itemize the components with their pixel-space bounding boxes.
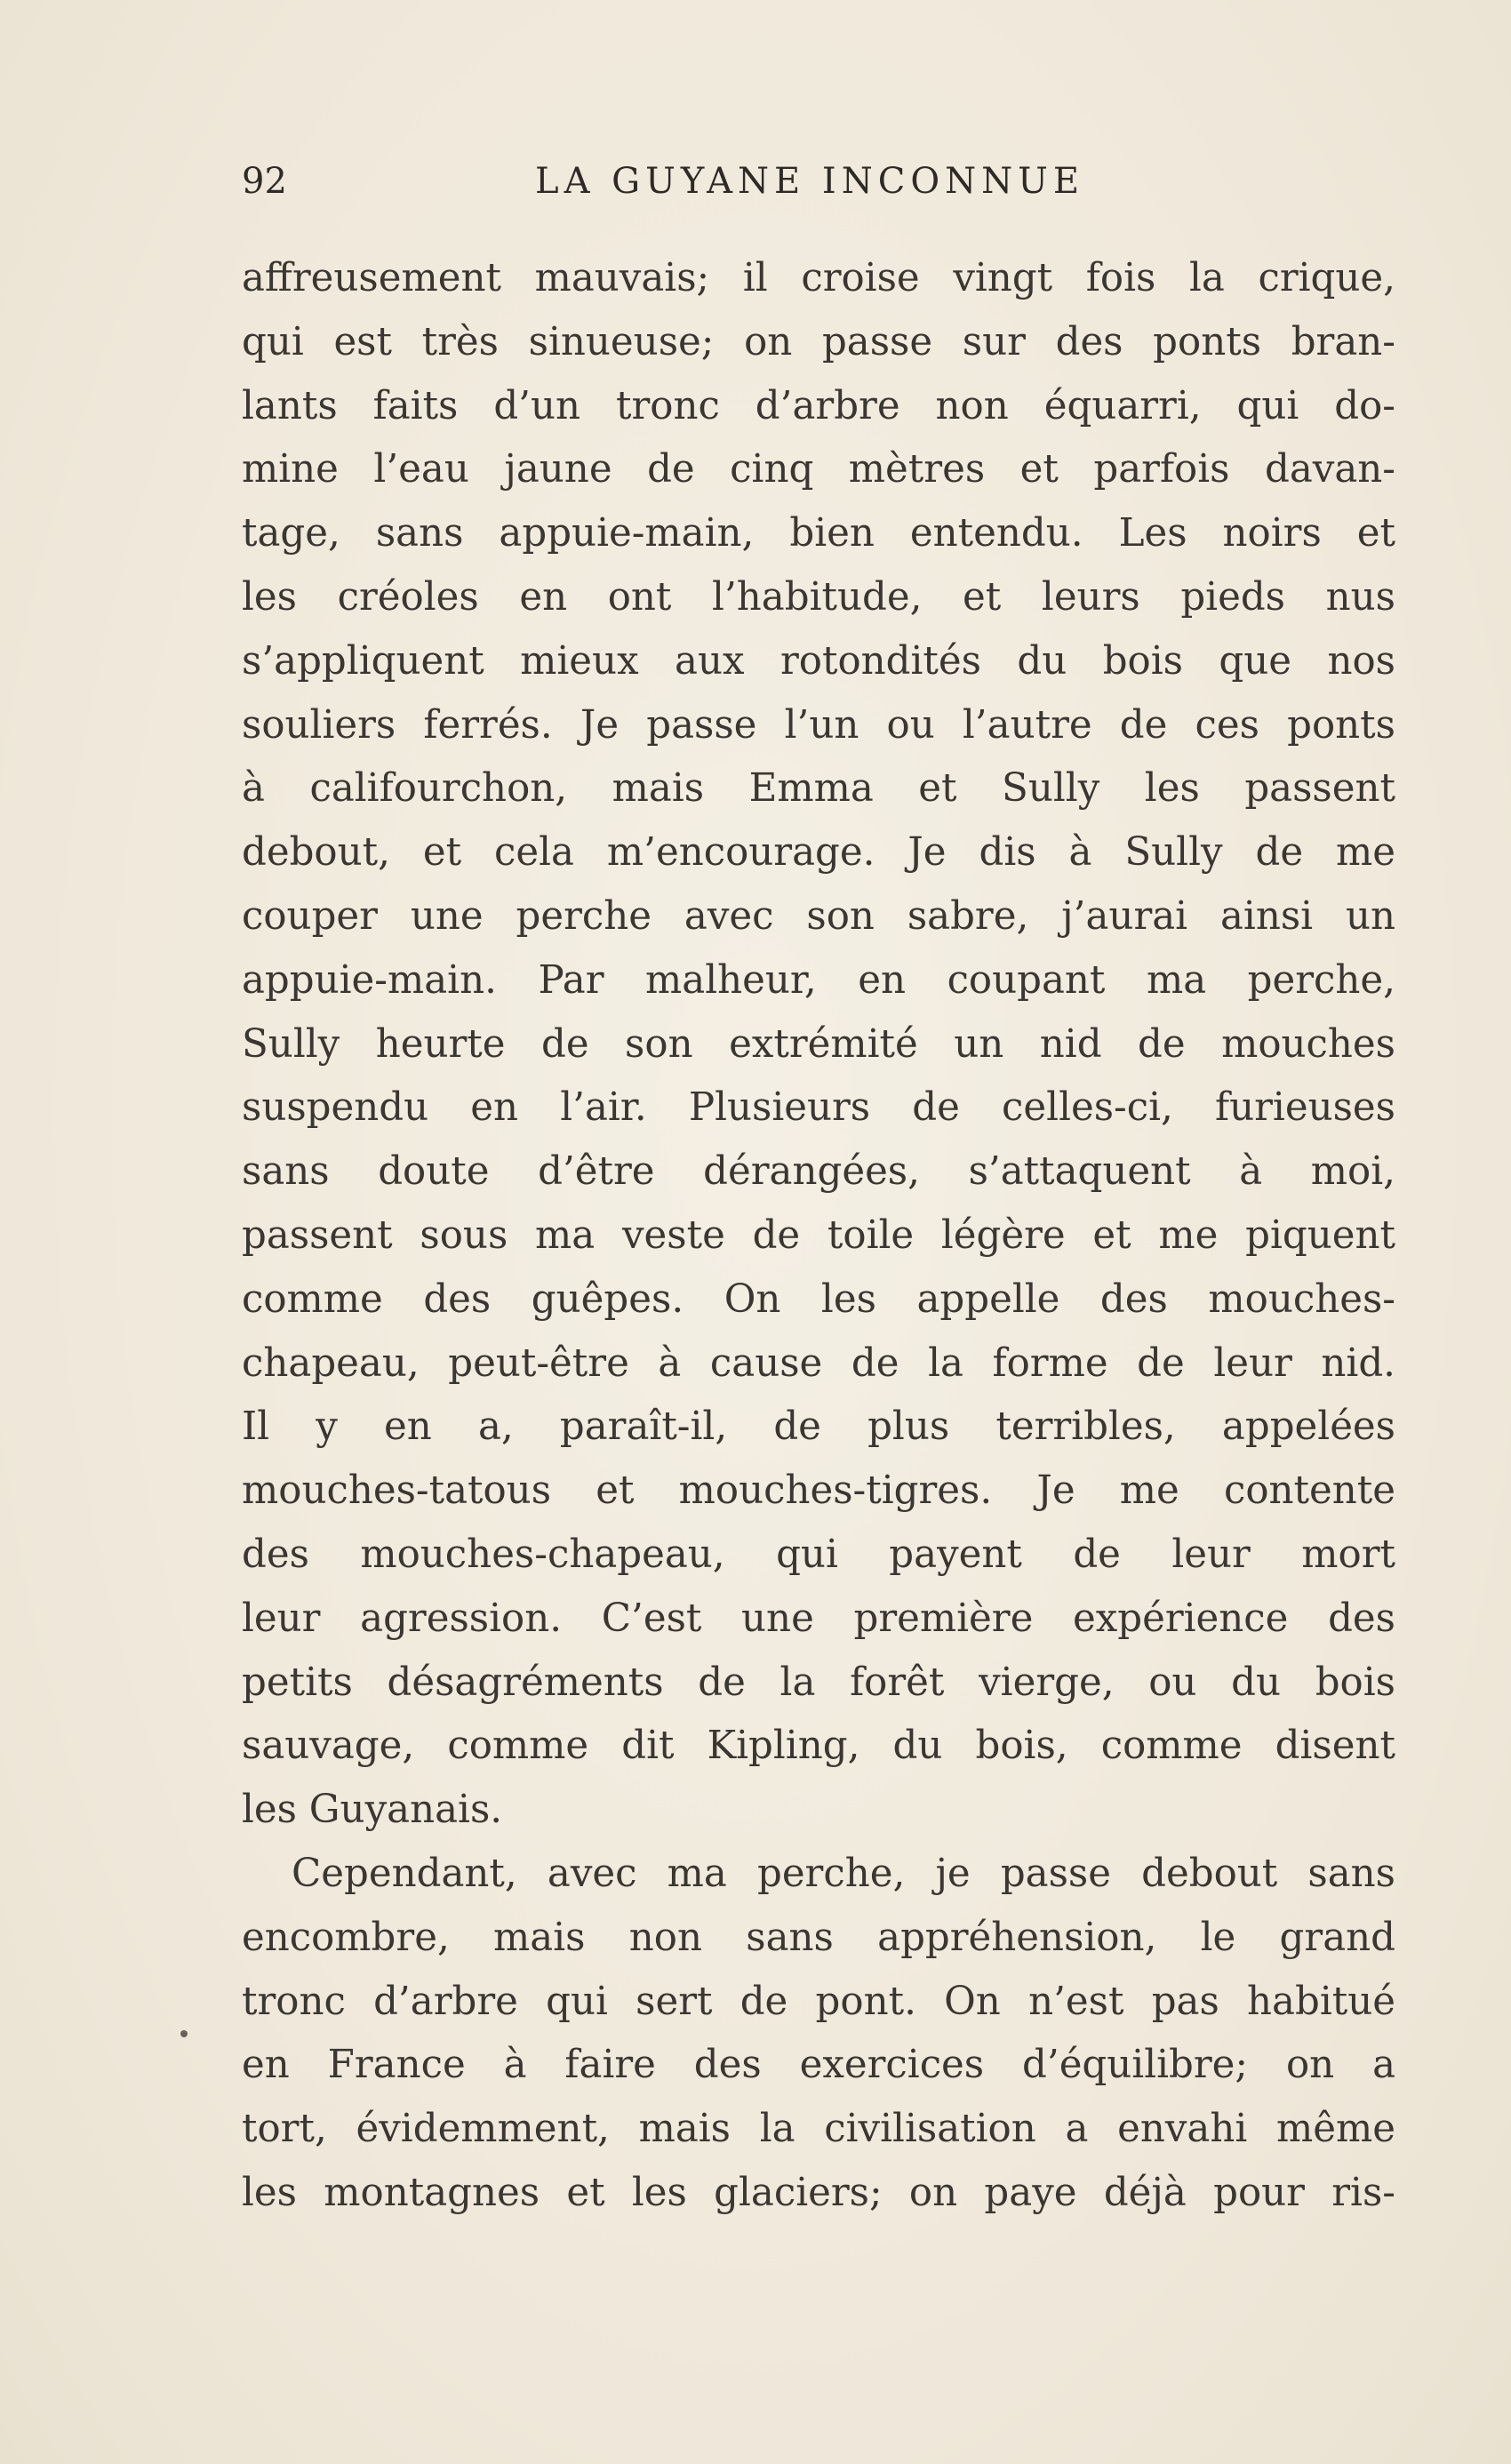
text-line: s’appliquent mieux aux rotondités du bois que nos [242, 638, 1395, 684]
text-line: souliers ferrés. Je passe l’un ou l’autre de ces ponts [242, 702, 1395, 748]
text-line: lants faits d’un tronc d’arbre non équarri, qui do- [242, 383, 1395, 428]
text-line: sauvage, comme dit Kipling, du bois, comme disent [242, 1724, 1395, 1769]
text-line: les montagnes et les glaciers; on paye déjà pour ris- [242, 2170, 1395, 2215]
text-line: chapeau, peut-être à cause de la forme de leur nid. [242, 1340, 1395, 1386]
text-line: mine l’eau jaune de cinq mètres et parfois davan- [242, 447, 1395, 492]
text-line: Il y en a, paraît-il, de plus terribles, appelées [242, 1404, 1395, 1450]
text-line: couper une perche avec son sabre, j’aurai ainsi un [242, 893, 1395, 939]
text-line: les créoles en ont l’habitude, et leurs pieds nus [242, 574, 1395, 620]
text-line: à califourchon, mais Emma et Sully les passent [242, 766, 1395, 812]
text-line: appuie-main. Par malheur, en coupant ma perche, [242, 957, 1395, 1003]
text-line: tage, sans appuie-main, bien entendu. Les noirs et [242, 511, 1395, 556]
body-text [242, 247, 1395, 2226]
text-line: mouches-tatous et mouches-tigres. Je me contente [242, 1468, 1395, 1514]
text-line: affreusement mauvais; il croise vingt fois la crique, [242, 256, 1395, 300]
text-line: Sully heurte de son extrémité un nid de mouches [242, 1021, 1395, 1067]
page-header [242, 155, 1395, 208]
text-line: tort, évidemment, mais la civilisation a envahi même [242, 2107, 1395, 2152]
text-line: en France à faire des exercices d’équilibre; on a [242, 2043, 1395, 2088]
text-line: comme des guêpes. On les appelle des mouches- [242, 1276, 1395, 1322]
text-line: suspendu en l’air. Plusieurs de celles-ci, furieuses [242, 1085, 1395, 1131]
text-line: tronc d’arbre qui sert de pont. On n’est pas habitué [242, 1979, 1395, 2024]
text-line: encombre, mais non sans appréhension, le grand [242, 1915, 1395, 1960]
text-line: petits désagréments de la forêt vierge, ou du bois [242, 1660, 1395, 1705]
running-title: LA GUYANE INCONNUE [535, 161, 1085, 202]
text-line: qui est très sinueuse; on passe sur des ponts bran- [242, 319, 1395, 364]
text-line: passent sous ma veste de toile légère et me piquent [242, 1212, 1395, 1258]
text-line: sans doute d’être dérangées, s’attaquent à moi, [242, 1149, 1395, 1195]
text-line-paragraph-end: les Guyanais. [242, 1788, 503, 1833]
page-number: 92 [242, 161, 287, 202]
text-line: debout, et cela m’encourage. Je dis à Sully de me [242, 830, 1395, 876]
text-line-paragraph-start: Cependant, avec ma perche, je passe debout sans [292, 1851, 1395, 1896]
text-line: leur agression. C’est une première expérience des [242, 1596, 1395, 1641]
text-line: des mouches-chapeau, qui payent de leur mort [242, 1532, 1395, 1577]
margin-mark [180, 2030, 188, 2037]
